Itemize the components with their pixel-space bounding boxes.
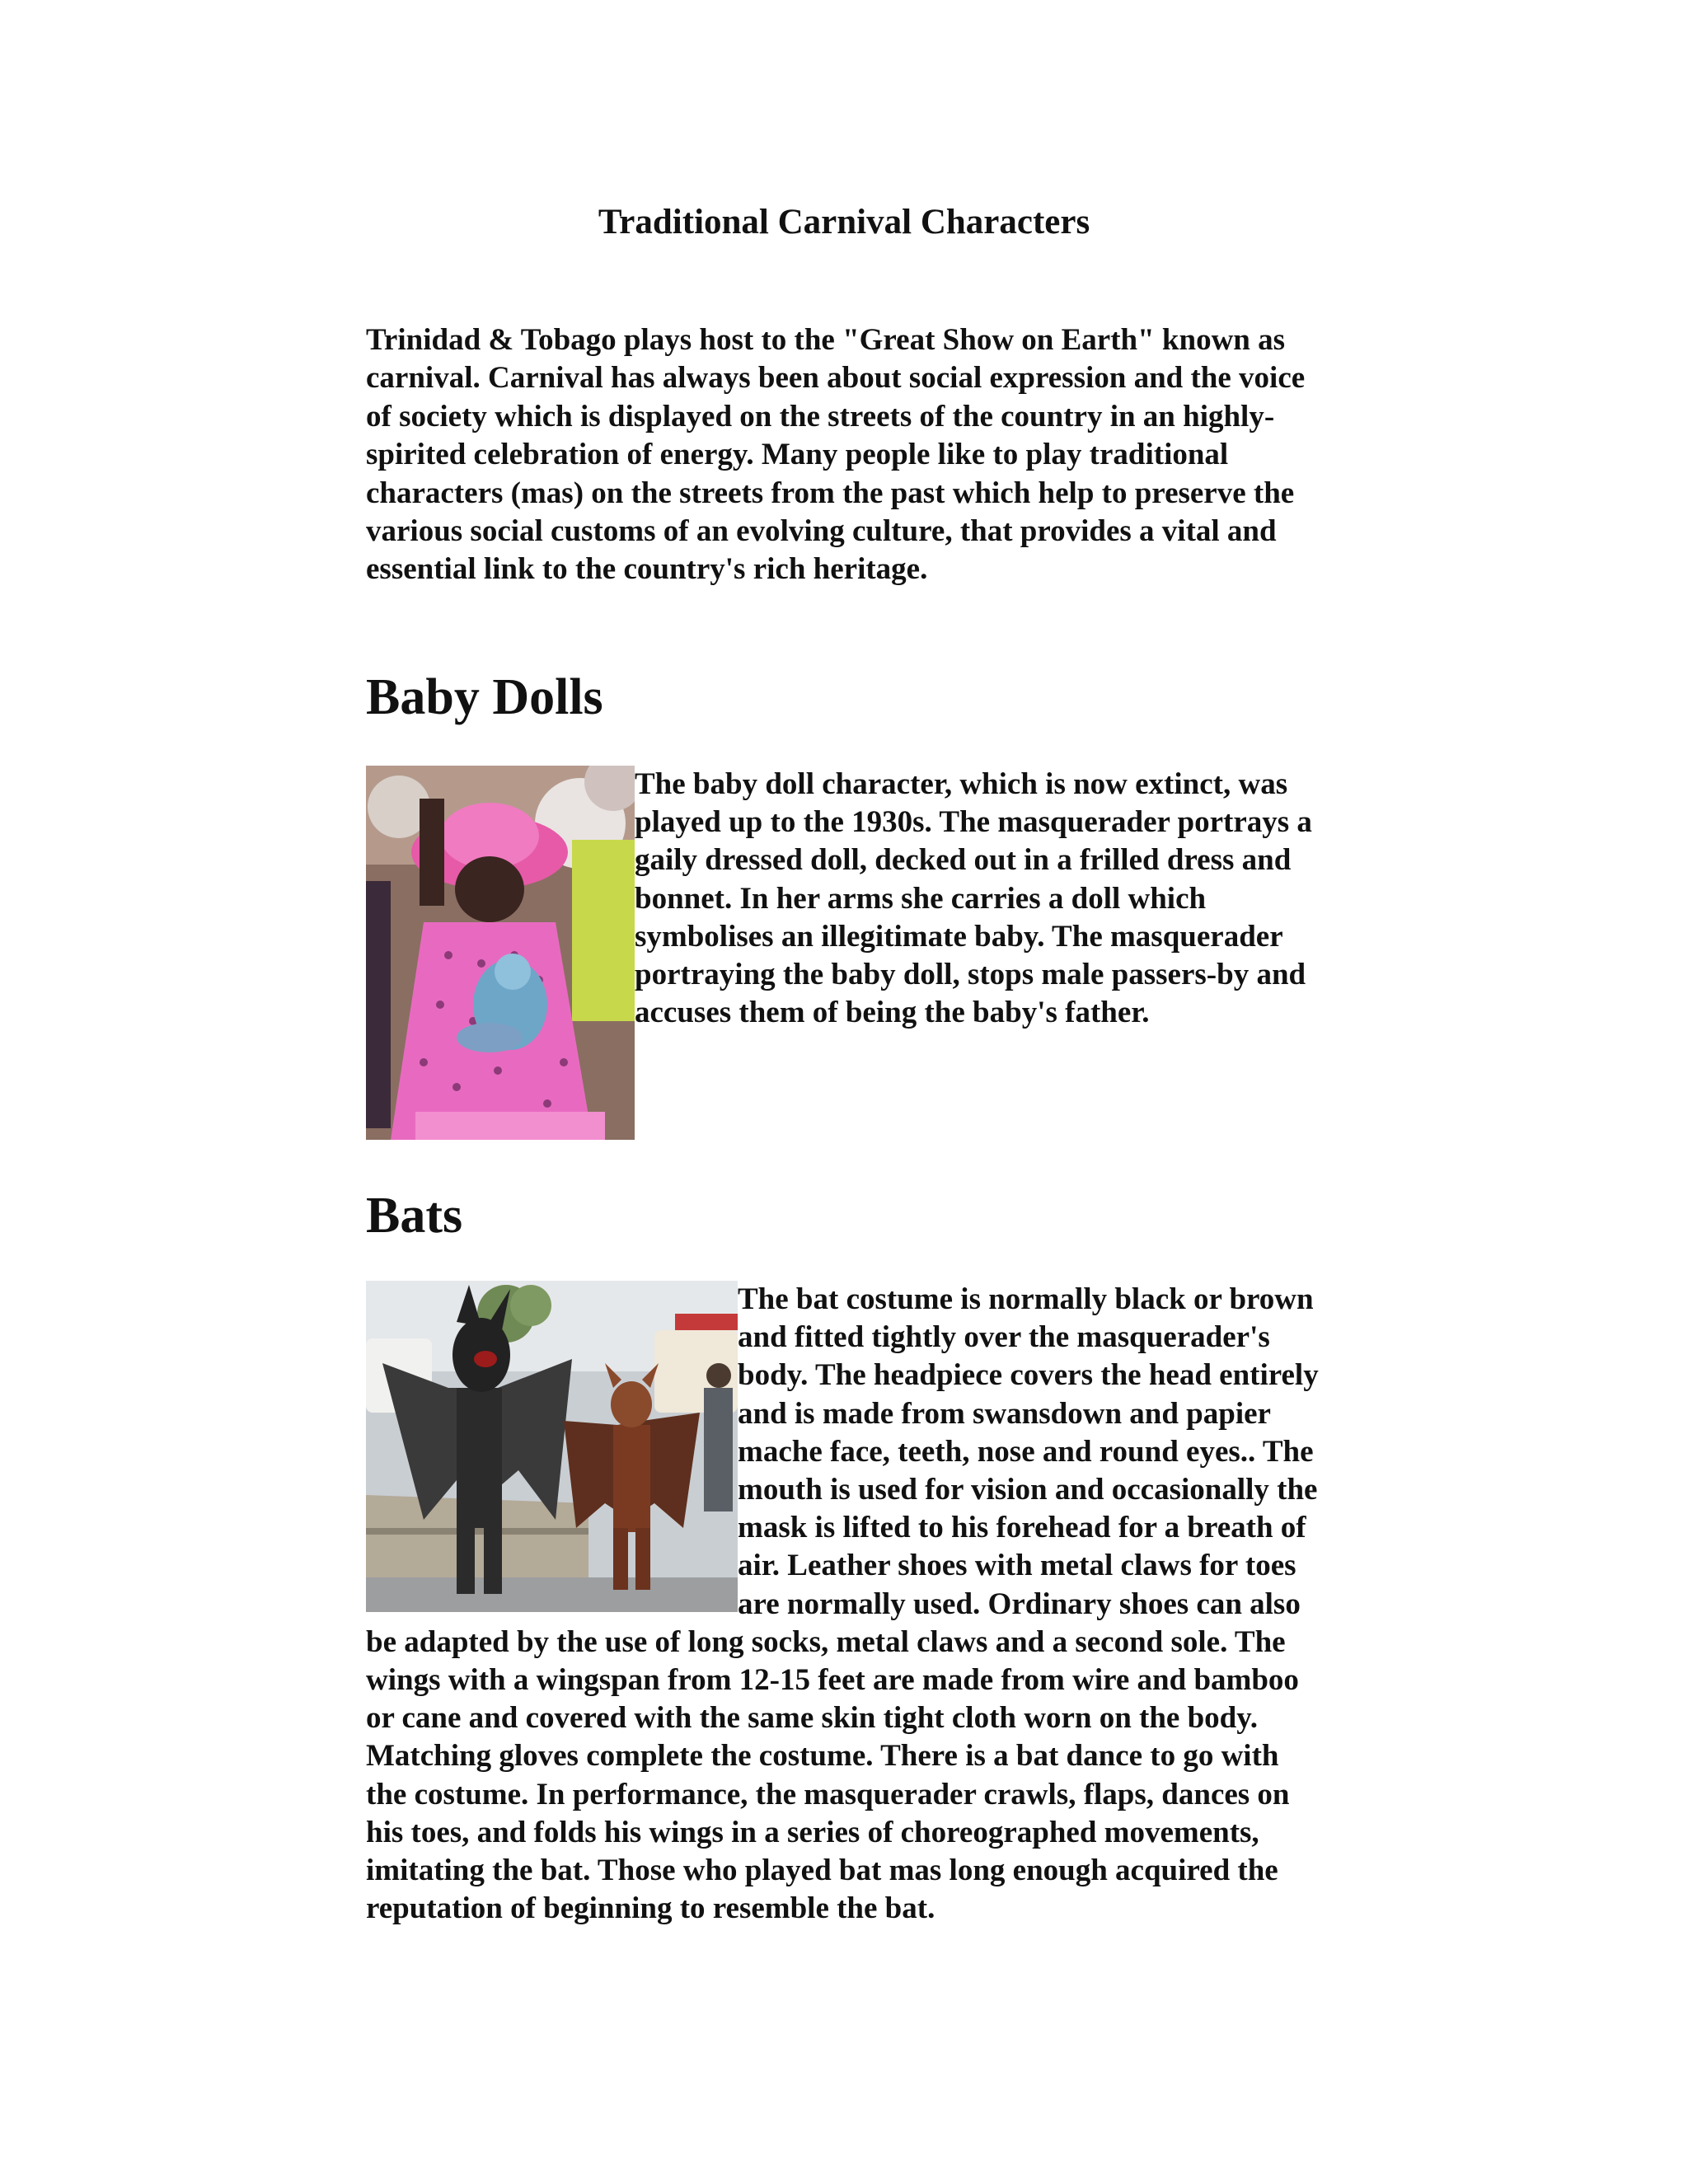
section-heading-baby-dolls: Baby Dolls xyxy=(366,669,603,725)
section-baby-dolls xyxy=(366,766,1322,1140)
baby-dolls-description: The baby doll character, which is now extinct, was played up to the 1930s. The masquerader portrays a gaily dressed doll, decked out in a frilled dress and bonnet. In her arms she carries a doll which symbolises an illegitimate baby. The masquerader portraying the baby doll, stops male passers-by and accuses them of being the baby's father. xyxy=(635,767,1312,1030)
intro-paragraph: Trinidad & Tobago plays host to the "Great Show on Earth" known as carnival. Carnival has always been about social expression and the voice of society which is displayed on the streets of the country in an highly-spirited celebration of energy. Many people like to play traditional characters (mas) on the streets from the past which help to preserve the various social customs of an evolving culture, that provides a vital and essential link to the country's rich heritage. xyxy=(366,323,1306,587)
document-title: Traditional Carnival Characters xyxy=(598,203,1090,241)
bats-description: The bat costume is normally black or brown and fitted tightly over the masquerader's body. The headpiece covers the head entirely and is made from swansdown and papier mache face, teeth, nose and round eyes.. The mouth is used for vision and occasionally the mask is lifted to his forehead for a breath of air. Leather shoes with metal claws for toes are normally used. Ordinary shoes can also be adapted by the use of long socks, metal claws and a second sole. The wings with a wingspan from 12-15 feet are made from wire and bamboo or cane and covered with the same skin tight cloth worn on the body. Matching gloves complete the costume. There is a bat dance to go with the costume. In performance, the masquerader crawls, flaps, dances on his toes, and folds his wings in a series of choreographed movements, imitating the bat. Those who played bat mas long enough acquired the reputation of beginning to resemble the bat. xyxy=(366,1282,1319,1926)
section-bats xyxy=(366,1281,1322,1928)
bats-photo xyxy=(366,1281,738,1612)
baby-doll-photo xyxy=(366,766,635,1140)
section-heading-bats: Bats xyxy=(366,1188,463,1244)
